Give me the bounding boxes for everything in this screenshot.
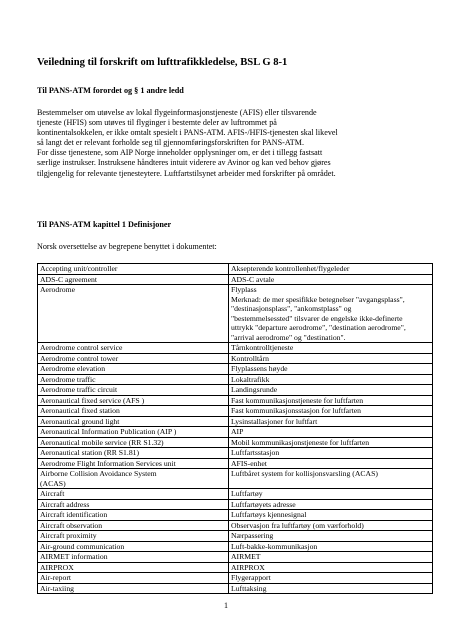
cell-line: Air-report (40, 573, 72, 582)
page-number: 1 (224, 601, 228, 610)
cell-line: Flygerapport (231, 573, 271, 582)
section-heading-definitions: Til PANS-ATM kapittel 1 Definisjoner (37, 220, 172, 229)
cell-line: "destinasjonsplass", "ankomstplass" og (231, 304, 352, 313)
cell-line: Luftfartøyets adresse (231, 499, 296, 509)
paragraph-line: tilgjengelig for relevante tjenesteytere. Luftfartstilsynet arbeider med forskrifter på området. (37, 168, 336, 178)
english-term-cell (38, 552, 229, 563)
cell-line: Accepting unit/controller (40, 264, 118, 273)
norwegian-term-cell (229, 469, 433, 489)
cell-line: uttrykk "departure aerodrome", "destination aerodrome", (231, 323, 406, 332)
table-row (38, 427, 433, 438)
cell-line: Landingsrunde (231, 385, 278, 394)
intro-paragraph (37, 108, 432, 179)
cell-line: Aeronautical ground light (40, 416, 120, 426)
norwegian-term-cell (229, 274, 433, 285)
table-row (38, 343, 433, 354)
english-term-cell (38, 520, 229, 531)
cell-line: AIRPROX (231, 562, 265, 572)
cell-line: Air-ground communication (40, 541, 125, 551)
english-term-cell (38, 427, 229, 438)
english-term-cell (38, 385, 229, 396)
english-term-cell (38, 541, 229, 552)
norwegian-term-cell (229, 583, 433, 594)
english-term-cell (38, 395, 229, 406)
terms-table (37, 263, 433, 594)
cell-line: Aeronautical fixed service (AFS ) (40, 395, 145, 405)
cell-line: Observasjon fra luftfartøy (om værforhold) (231, 520, 364, 530)
table-row (38, 489, 433, 500)
cell-line: AIP (231, 427, 244, 436)
english-term-cell (38, 364, 229, 375)
cell-line: Aerodrome traffic circuit (40, 385, 118, 394)
english-term-cell (38, 285, 229, 343)
norwegian-term-cell (229, 520, 433, 531)
cell-line: AIRPROX (40, 562, 74, 572)
cell-line: Mobil kommunikasjonstjeneste for luftfarten (231, 437, 370, 447)
cell-line: Airborne Collision Avoidance System (40, 469, 157, 478)
table-row (38, 541, 433, 552)
cell-line: Kontrolltårn (231, 353, 270, 363)
cell-line: Luftfartsstasjon (231, 448, 280, 457)
table-row (38, 274, 433, 285)
cell-line: Aerodrome control tower (40, 353, 119, 363)
english-term-cell (38, 499, 229, 510)
cell-line: Flyplassens høyde (231, 364, 288, 373)
cell-line: AIRMET (231, 552, 261, 561)
table-row (38, 448, 433, 459)
norwegian-term-cell (229, 285, 433, 343)
document-title: Veiledning til forskrift om lufttrafikkledelse, BSL G 8-1 (37, 57, 288, 68)
table-row (38, 406, 433, 417)
cell-line: ADS-C agreement (40, 274, 97, 284)
table-row (38, 562, 433, 573)
english-term-cell (38, 531, 229, 542)
cell-line: Aeronautical mobile service (RR S1.32) (40, 437, 164, 447)
cell-line: (ACAS) (40, 478, 66, 488)
english-term-cell (38, 489, 229, 500)
cell-line: Aerodrome Flight Information Services unit (40, 458, 176, 468)
english-term-cell (38, 274, 229, 285)
norwegian-term-cell (229, 562, 433, 573)
section-heading-foreword: Til PANS-ATM forordet og § 1 andre ledd (37, 86, 184, 95)
english-term-cell (38, 353, 229, 364)
norwegian-term-cell (229, 458, 433, 469)
cell-line: Aksepterende kontrollenhet/flygeleder (231, 264, 350, 273)
english-term-cell (38, 264, 229, 275)
table-row (38, 531, 433, 542)
norwegian-term-cell (229, 552, 433, 563)
norwegian-term-cell (229, 573, 433, 584)
norwegian-term-cell (229, 448, 433, 459)
english-term-cell (38, 374, 229, 385)
cell-line: Aircraft (40, 489, 65, 498)
cell-line: Aerodrome elevation (40, 364, 106, 373)
cell-line: Luftfartøy (231, 489, 263, 498)
english-term-cell (38, 458, 229, 469)
norwegian-term-cell (229, 353, 433, 364)
norwegian-term-cell (229, 343, 433, 354)
norwegian-term-cell (229, 385, 433, 396)
table-row (38, 583, 433, 594)
cell-line: AFIS-enhet (231, 458, 267, 468)
table-row (38, 552, 433, 563)
norwegian-term-cell (229, 510, 433, 521)
table-row (38, 353, 433, 364)
norwegian-term-cell (229, 364, 433, 375)
cell-line: Aircraft address (40, 499, 90, 509)
cell-line: Aeronautical fixed station (40, 406, 120, 415)
table-row (38, 437, 433, 448)
cell-line: Aerodrome control service (40, 343, 123, 352)
norwegian-term-cell (229, 499, 433, 510)
cell-line: Aeronautical Information Publication (AIP ) (40, 427, 177, 436)
cell-line: Merknad: de mer spesifikke betegnelser "avgangsplass", (231, 294, 405, 304)
paragraph-line: særlige instrukser. Instruksene håndteres intuit viderere av Avinor og kan ved behov gjøres (37, 158, 331, 168)
cell-line: Luftfartøys kjennesignal (231, 510, 307, 519)
table-row (38, 264, 433, 275)
table-row (38, 520, 433, 531)
table-row (38, 385, 433, 396)
norwegian-term-cell (229, 416, 433, 427)
norwegian-term-cell (229, 489, 433, 500)
norwegian-term-cell (229, 427, 433, 438)
cell-line: Tårnkontrolltjeneste (231, 343, 294, 352)
cell-line: Aircraft observation (40, 520, 103, 530)
table-row (38, 458, 433, 469)
norwegian-term-cell (229, 531, 433, 542)
english-term-cell (38, 406, 229, 417)
cell-line: Fast kommunikasjonsstasjon for luftfarten (231, 406, 362, 415)
norwegian-term-cell (229, 374, 433, 385)
cell-line: Nærpassering (231, 531, 274, 540)
cell-line: Aerodrome (40, 285, 76, 294)
cell-line: "bestemmelsessted" tilsvarer de engelske ikke-definerte (231, 313, 403, 323)
cell-line: Lokaltrafikk (231, 374, 270, 384)
cell-line: Flyplass (231, 285, 257, 294)
paragraph-line: tjeneste (HFIS) som utøves til flyginger i bestemte deler av luftrommet på (37, 118, 277, 128)
english-term-cell (38, 583, 229, 594)
cell-line: Aircraft proximity (40, 531, 97, 540)
cell-line: Aircraft identification (40, 510, 108, 519)
cell-line: "arrival aerodrome" og "destination". (231, 332, 346, 342)
table-row (38, 469, 433, 489)
cell-line: Aerodrome traffic (40, 374, 96, 384)
table-row (38, 374, 433, 385)
cell-line: Lufttaksing (231, 583, 267, 593)
paragraph-line: For disse tjenestene, som AIP Norge inneholder opplysninger om, er det i tillegg fastsatt (37, 148, 323, 158)
cell-line: Luft-bakke-kommunikasjon (231, 541, 318, 551)
cell-line: Luftbåret system for kollisjonsvarsling (ACAS) (231, 469, 378, 478)
norwegian-term-cell (229, 437, 433, 448)
english-term-cell (38, 437, 229, 448)
norwegian-term-cell (229, 541, 433, 552)
table-row (38, 364, 433, 375)
paragraph-line: kontinentalsokkelen, er ikke omtalt spesielt i PANS-ATM. AFIS-/HFIS-tjenesten skal likevel (37, 128, 338, 138)
table-row (38, 573, 433, 584)
table-intro-text: Norsk oversettelse av begrepene benyttet i dokumentet: (37, 242, 217, 251)
cell-line: Air-taxiing (40, 583, 75, 593)
english-term-cell (38, 343, 229, 354)
english-term-cell (38, 562, 229, 573)
table-row (38, 510, 433, 521)
table-row (38, 395, 433, 406)
english-term-cell (38, 416, 229, 427)
cell-line: Fast kommunikasjonstjeneste for luftfarten (231, 395, 364, 405)
norwegian-term-cell (229, 406, 433, 417)
table-row (38, 416, 433, 427)
paragraph-line: Bestemmelser om utøvelse av lokal flygeinformasjonstjeneste (AFIS) eller tilsvarende (37, 108, 317, 117)
norwegian-term-cell (229, 264, 433, 275)
table-row (38, 285, 433, 343)
english-term-cell (38, 469, 229, 489)
paragraph-line: så langt det er relevant forholde seg til gjennomføringsforskriften for PANS-ATM. (37, 138, 304, 148)
english-term-cell (38, 448, 229, 459)
norwegian-term-cell (229, 395, 433, 406)
english-term-cell (38, 510, 229, 521)
table-row (38, 499, 433, 510)
cell-line: AIRMET information (40, 552, 108, 561)
cell-line: Lysinstallasjoner for luftfart (231, 416, 318, 426)
cell-line: Aeronautical station (RR S1.81) (40, 448, 140, 457)
cell-line: ADS-C avtale (231, 274, 275, 284)
english-term-cell (38, 573, 229, 584)
